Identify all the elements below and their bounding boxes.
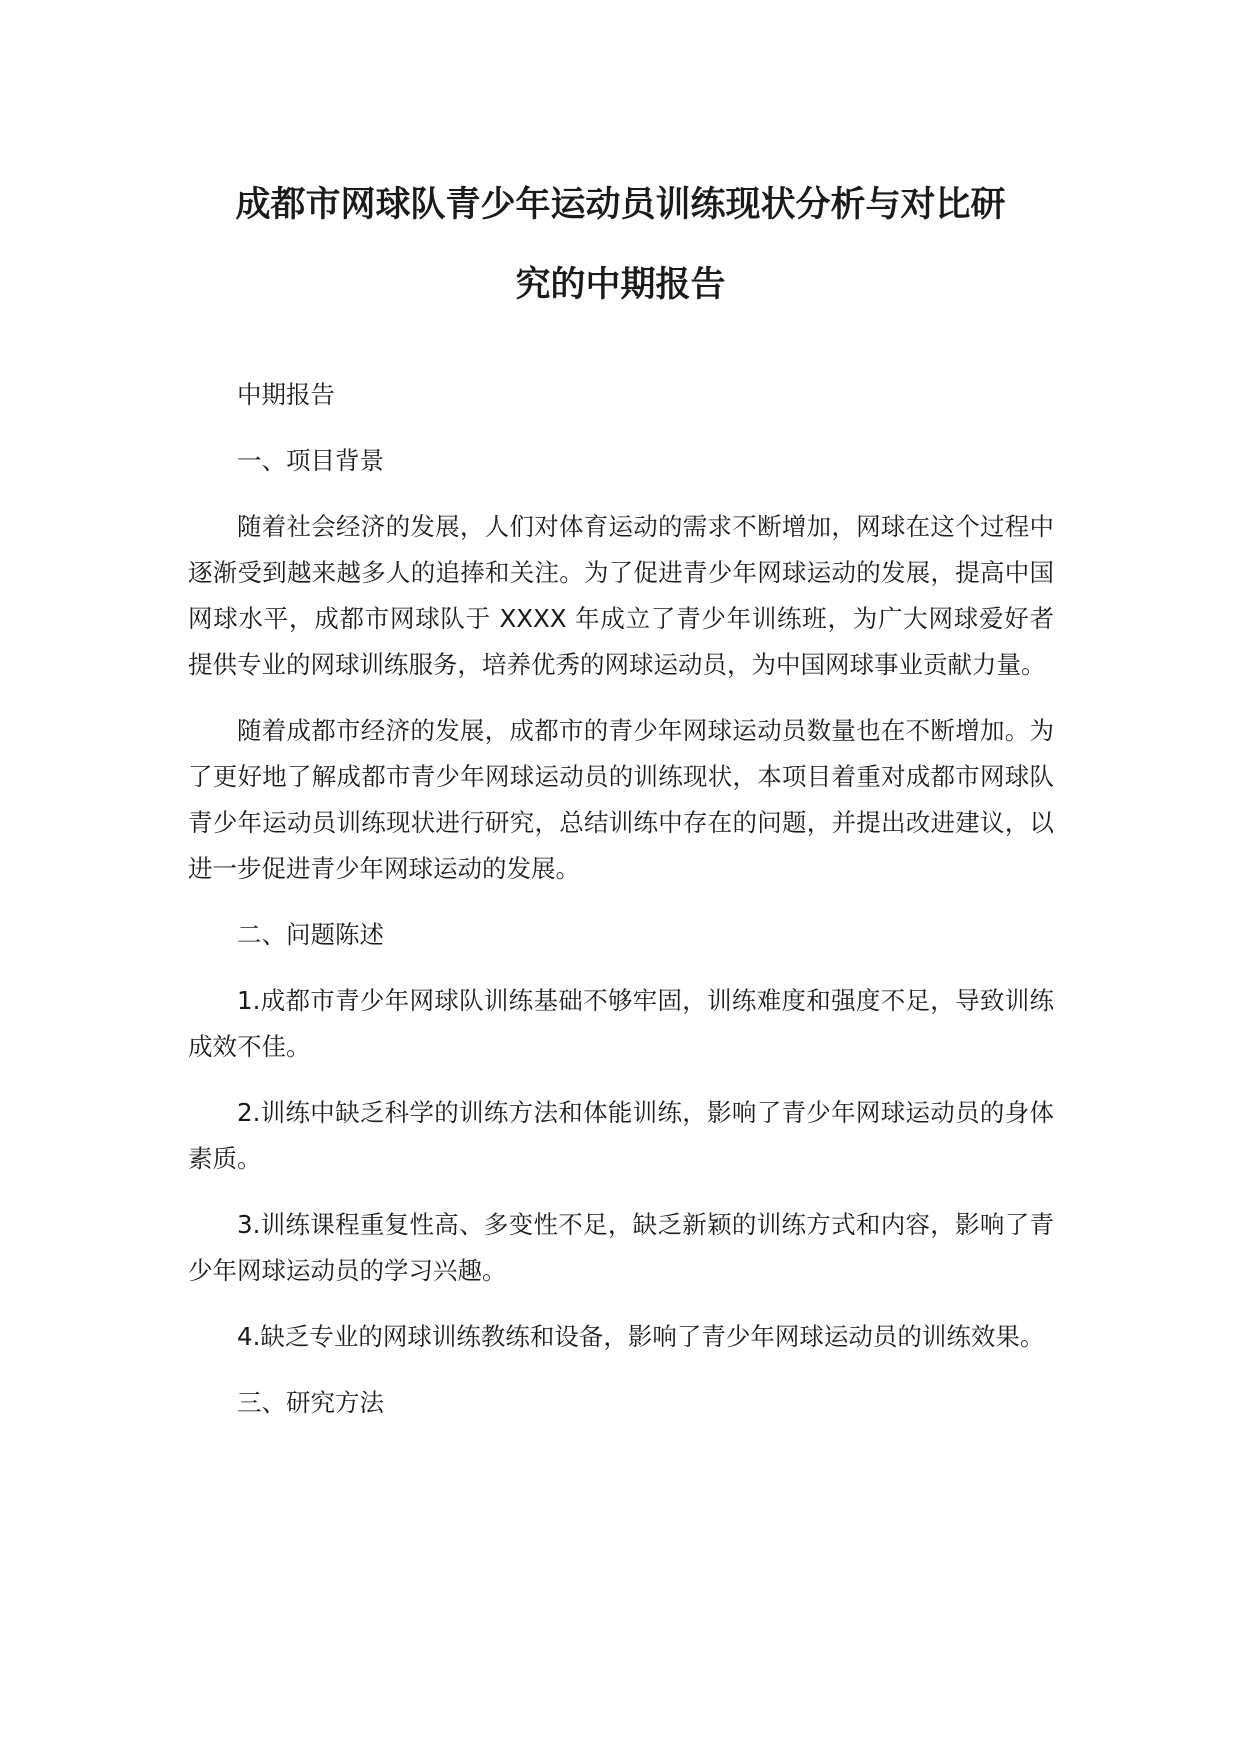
problem-item: 3.训练课程重复性高、多变性不足，缺乏新颖的训练方式和内容，影响了青少年网球运动员的学习兴趣。: [188, 1210, 1054, 1285]
paragraph: 随着成都市经济的发展，成都市的青少年网球运动员数量也在不断增加。为了更好地了解成都市青少年网球运动员的训练现状，本项目着重对成都市网球队青少年运动员训练现状进行研究，总结训练中存在的问题，并提出改进建议，以进一步促进青少年网球运动的发展。: [188, 716, 1054, 883]
section-heading-background: 一、项目背景: [237, 446, 384, 475]
report-label: 中期报告: [237, 380, 335, 409]
paragraph: 随着社会经济的发展，人们对体育运动的需求不断增加，网球在这个过程中逐渐受到越来越多人的追捧和关注。为了促进青少年网球运动的发展，提高中国网球水平，成都市网球队于 XXXX 年成立了青少年训练班，为广大网球爱好者提供专业的网球训练服务，培养优秀的网球运动员，为中国网球事业贡献力量。: [188, 512, 1054, 679]
document-body: [188, 372, 1054, 1446]
document-title-line-2: 究的中期报告: [515, 265, 726, 305]
problem-item: 4.缺乏专业的网球训练教练和设备，影响了青少年网球运动员的训练效果。: [237, 1322, 1045, 1351]
document-title-line-1: 成都市网球队青少年运动员训练现状分析与对比研: [235, 185, 1006, 225]
section-heading-problems: 二、问题陈述: [237, 920, 384, 949]
section-heading-methods: 三、研究方法: [237, 1388, 384, 1417]
problem-item: 2.训练中缺乏科学的训练方法和体能训练，影响了青少年网球运动员的身体素质。: [188, 1098, 1054, 1173]
problem-item: 1.成都市青少年网球队训练基础不够牢固，训练难度和强度不足，导致训练成效不佳。: [188, 986, 1054, 1061]
